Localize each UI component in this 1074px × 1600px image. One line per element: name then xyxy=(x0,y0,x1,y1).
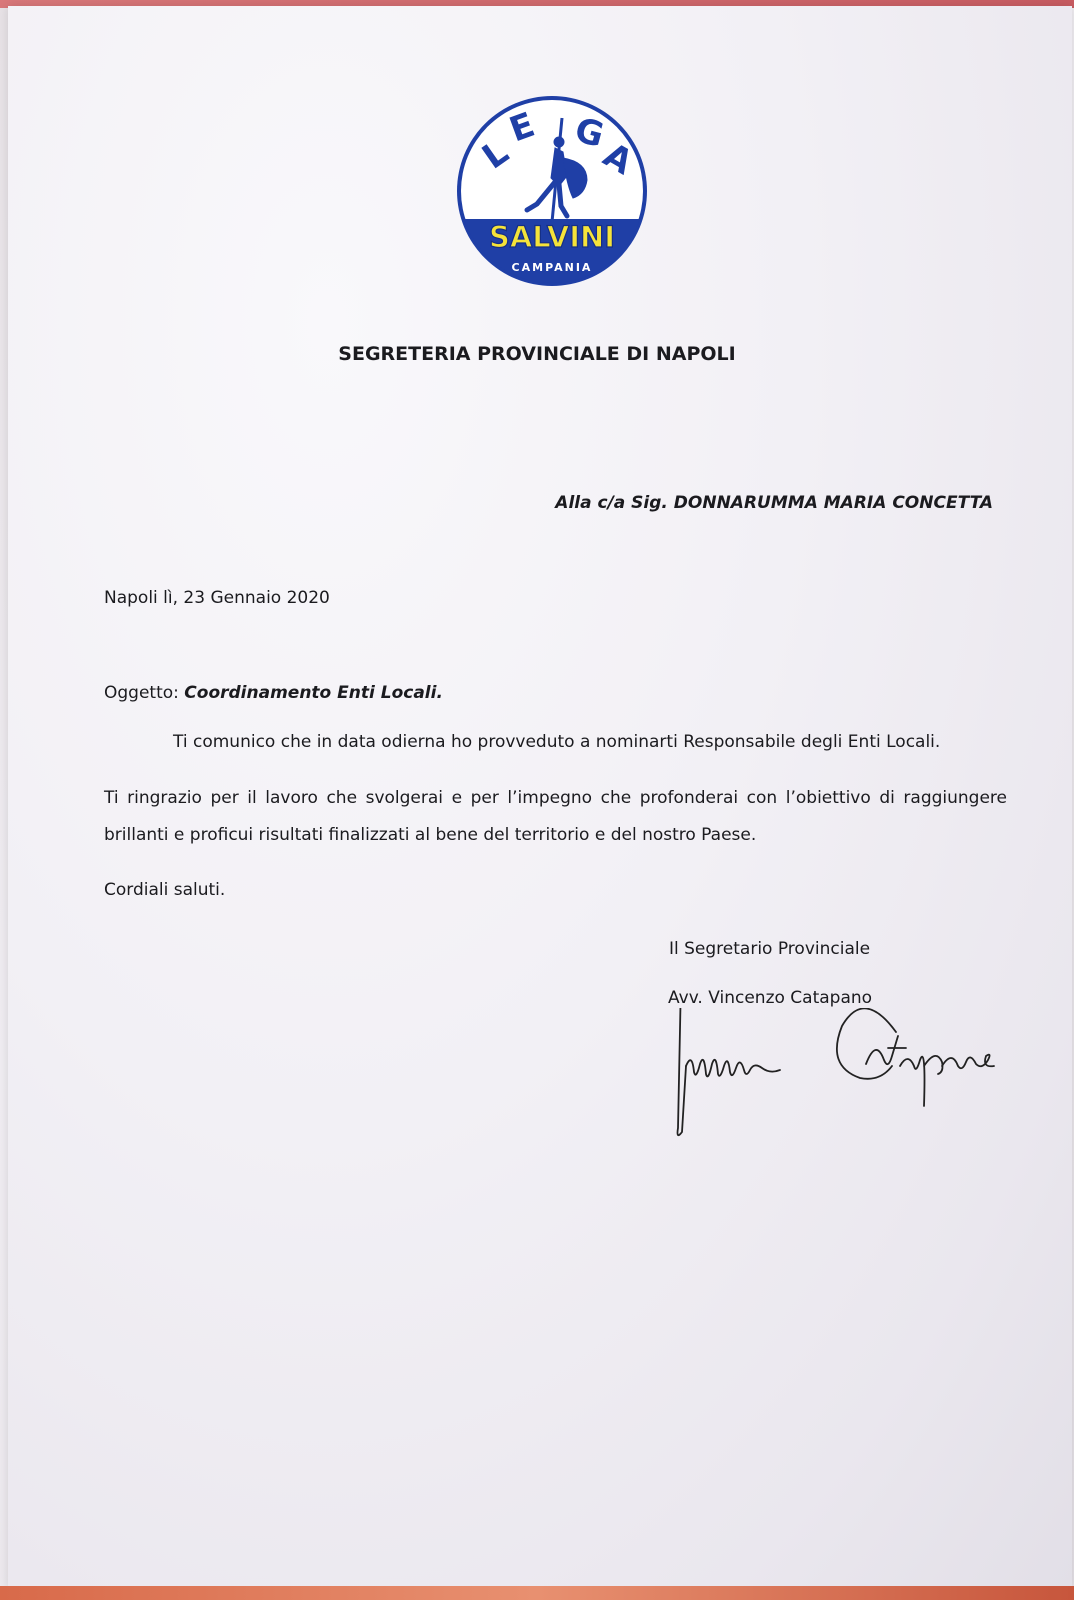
letter-heading: SEGRETERIA PROVINCIALE DI NAPOLI xyxy=(338,343,736,365)
subject-line xyxy=(104,683,443,703)
signer-role: Il Segretario Provinciale xyxy=(669,939,871,959)
logo-letter-a: A xyxy=(596,135,640,183)
subject-text: Coordinamento Enti Locali. xyxy=(184,683,443,703)
logo-letter-g: G xyxy=(570,110,608,156)
logo-letter-e: E xyxy=(504,104,540,151)
paragraph-thanks-line2: brillanti e proficui risultati finalizzati al bene del territorio e del nostro Paese. xyxy=(104,825,757,845)
logo-salvini-text: SALVINI xyxy=(488,220,616,254)
date-line: Napoli lì, 23 Gennaio 2020 xyxy=(104,588,330,608)
closing-salutation: Cordiali saluti. xyxy=(104,880,226,900)
subject-label: Oggetto: xyxy=(104,683,185,703)
background-bottom-edge xyxy=(0,1586,1074,1600)
logo-letter-l: L xyxy=(475,132,516,178)
paragraph-appointment: Ti comunico che in data odierna ho provveduto a nominarti Responsabile degli Enti Locali. xyxy=(173,732,941,752)
signer-name: Avv. Vincenzo Catapano xyxy=(668,988,873,1008)
paragraph-thanks-line1: Ti ringrazio per il lavoro che svolgerai e per l’impegno che profonderai con l’obiettivo di raggiungere xyxy=(104,788,1007,808)
recipient-line: Alla c/a Sig. DONNARUMMA MARIA CONCETTA xyxy=(555,493,993,513)
logo-campania-text: CAMPANIA xyxy=(511,261,593,274)
handwritten-signature xyxy=(670,1008,1010,1143)
lega-salvini-campania-logo xyxy=(455,94,649,288)
